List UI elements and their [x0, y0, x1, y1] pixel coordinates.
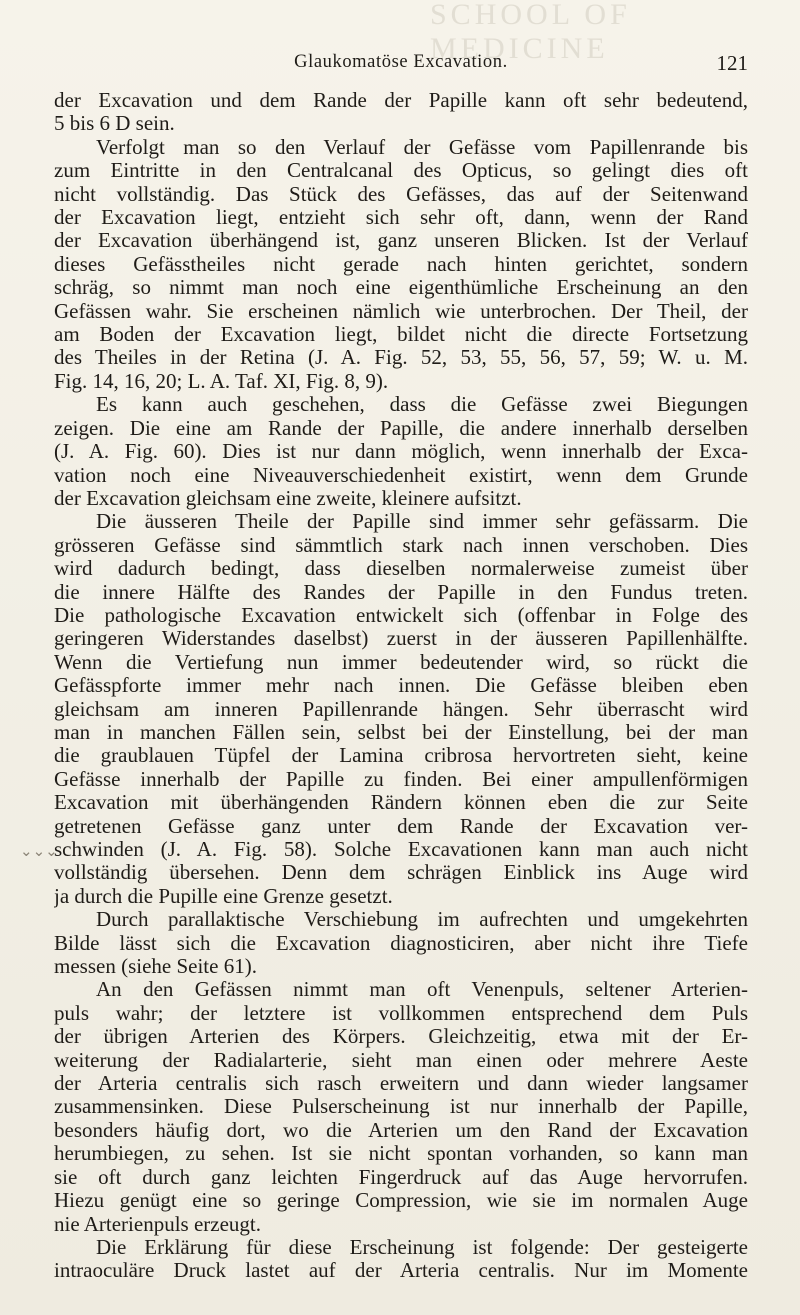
- text-line: Es kann auch geschehen, dass die Gefässe zwei Biegungen: [96, 393, 748, 417]
- text-line: der Excavation liegt, entzieht sich sehr oft, dann, wenn der Rand: [54, 206, 748, 230]
- text-line: herumbiegen, zu sehen. Ist sie nicht spontan vorhanden, so kann man: [54, 1142, 748, 1166]
- text-line: Gefässe innerhalb der Papille zu finden. Bei einer ampullenförmigen: [54, 767, 748, 791]
- text-line: intraoculäre Druck lastet auf der Arteria centralis. Nur im Momente: [54, 1259, 748, 1283]
- text-line: schwinden (J. A. Fig. 58). Solche Excavationen kann man auch nicht: [54, 838, 748, 861]
- text-line: Gefässpforte immer mehr nach innen. Die Gefässe bleiben eben: [54, 674, 748, 698]
- page-number: 121: [716, 51, 748, 75]
- text-line: nicht vollständig. Das Stück des Gefässes, das auf der Seitenwand: [54, 182, 748, 206]
- bleed-through-stamp: SCHOOL OF MEDICINE: [430, 0, 631, 65]
- text-line: Wenn die Vertiefung nun immer bedeutender wird, so rückt die: [54, 650, 748, 674]
- running-head: Glaukomatöse Excavation.: [294, 52, 508, 72]
- page-header: [54, 52, 748, 78]
- text-line: die innere Hälfte des Randes der Papille in den Fundus treten.: [54, 580, 748, 604]
- text-line: der übrigen Arterien des Körpers. Gleichzeitig, etwa mit der Er-: [54, 1025, 748, 1049]
- text-line: puls wahr; der letztere ist vollkommen entsprechend dem Puls: [54, 1001, 748, 1025]
- text-line: schräg, so nimmt man noch eine eigenthümliche Erscheinung an den: [54, 276, 748, 300]
- text-line: messen (siehe Seite 61).: [54, 955, 257, 979]
- text-line: weiterung der Radialarterie, sieht man einen oder mehrere Aeste: [54, 1048, 748, 1072]
- text-line: besonders häufig dort, wo die Arterien um den Rand der Excavation: [54, 1118, 748, 1142]
- text-line: am Boden der Excavation liegt, bildet nicht die directe Fortsetzung: [54, 323, 748, 347]
- text-line: gleichsam am inneren Papillenrande hängen. Sehr überrascht wird: [54, 697, 748, 721]
- text-line: der Excavation und dem Rande der Papille kann oft sehr bedeutend,: [54, 89, 748, 112]
- text-line: wird dadurch bedingt, dass dieselben normalerweise zumeist über: [54, 557, 748, 581]
- text-line: zum Eintritte in den Centralcanal des Opticus, so gelingt dies oft: [54, 159, 748, 183]
- text-line: Verfolgt man so den Verlauf der Gefässe vom Papillenrande bis: [96, 135, 748, 159]
- text-line: geringeren Widerstandes daselbst) zuerst in der äusseren Papillenhälfte.: [54, 627, 748, 651]
- text-line: Die äusseren Theile der Papille sind immer sehr gefässarm. Die: [96, 510, 748, 534]
- text-line: Gefässen wahr. Sie erscheinen nämlich wie unterbrochen. Der Theil, der: [54, 299, 748, 323]
- text-line: Bilde lässt sich die Excavation diagnosticiren, aber nicht ihre Tiefe: [54, 931, 748, 955]
- text-line: nie Arterienpuls erzeugt.: [54, 1212, 262, 1236]
- text-line: Excavation mit überhängenden Rändern können eben die zur Seite: [54, 791, 748, 815]
- text-line: An den Gefässen nimmt man oft Venenpuls, seltener Arterien-: [96, 978, 748, 1002]
- body-text: [54, 89, 748, 1283]
- text-line: Die Erklärung für diese Erscheinung ist folgende: Der gesteigerte: [96, 1235, 748, 1259]
- text-line: die graublauen Tüpfel der Lamina cribrosa hervortreten sieht, keine: [54, 744, 748, 768]
- text-line: man in manchen Fällen sein, selbst bei der Einstellung, bei der man: [54, 720, 748, 744]
- text-line: getretenen Gefässe ganz unter dem Rande der Excavation ver-: [54, 814, 748, 838]
- text-line: vollständig übersehen. Denn dem schrägen Einblick ins Auge wird: [54, 861, 748, 885]
- text-line: 5 bis 6 D sein.: [54, 112, 175, 136]
- text-line: vation noch eine Niveauverschiedenheit existirt, wenn dem Grunde: [54, 463, 748, 487]
- text-line: der Arteria centralis sich rasch erweitern und dann wieder langsamer: [54, 1072, 748, 1096]
- text-line: Durch parallaktische Verschiebung im aufrechten und umgekehrten: [96, 908, 748, 932]
- text-line: sie oft durch ganz leichten Fingerdruck auf das Auge hervorrufen.: [54, 1165, 748, 1189]
- text-line: zeigen. Die eine am Rande der Papille, die andere innerhalb derselben: [54, 416, 748, 440]
- text-line: grösseren Gefässe sind sämmtlich stark nach innen verschoben. Dies: [54, 533, 748, 557]
- text-line: zusammensinken. Diese Pulserscheinung ist nur innerhalb der Papille,: [54, 1095, 748, 1119]
- text-line: (J. A. Fig. 60). Dies ist nur dann möglich, wenn innerhalb der Exca-: [54, 440, 748, 464]
- text-line: dieses Gefässtheiles nicht gerade nach hinten gerichtet, sondern: [54, 252, 748, 276]
- text-line: Die pathologische Excavation entwickelt sich (offenbar in Folge des: [54, 603, 748, 627]
- text-line: Hiezu genügt eine so geringe Compression, wie sie im normalen Auge: [54, 1189, 748, 1213]
- text-line: des Theiles in der Retina (J. A. Fig. 52, 53, 55, 56, 57, 59; W. u. M.: [54, 346, 748, 370]
- text-line: der Excavation gleichsam eine zweite, kleinere aufsitzt.: [54, 486, 522, 510]
- text-line: Fig. 14, 16, 20; L. A. Taf. XI, Fig. 8, 9).: [54, 369, 389, 393]
- text-line: der Excavation überhängend ist, ganz unseren Blicken. Ist der Verlauf: [54, 229, 748, 253]
- text-line: ja durch die Pupille eine Grenze gesetzt.: [54, 884, 393, 908]
- margin-mark: ⌄⌄⌄: [20, 844, 58, 860]
